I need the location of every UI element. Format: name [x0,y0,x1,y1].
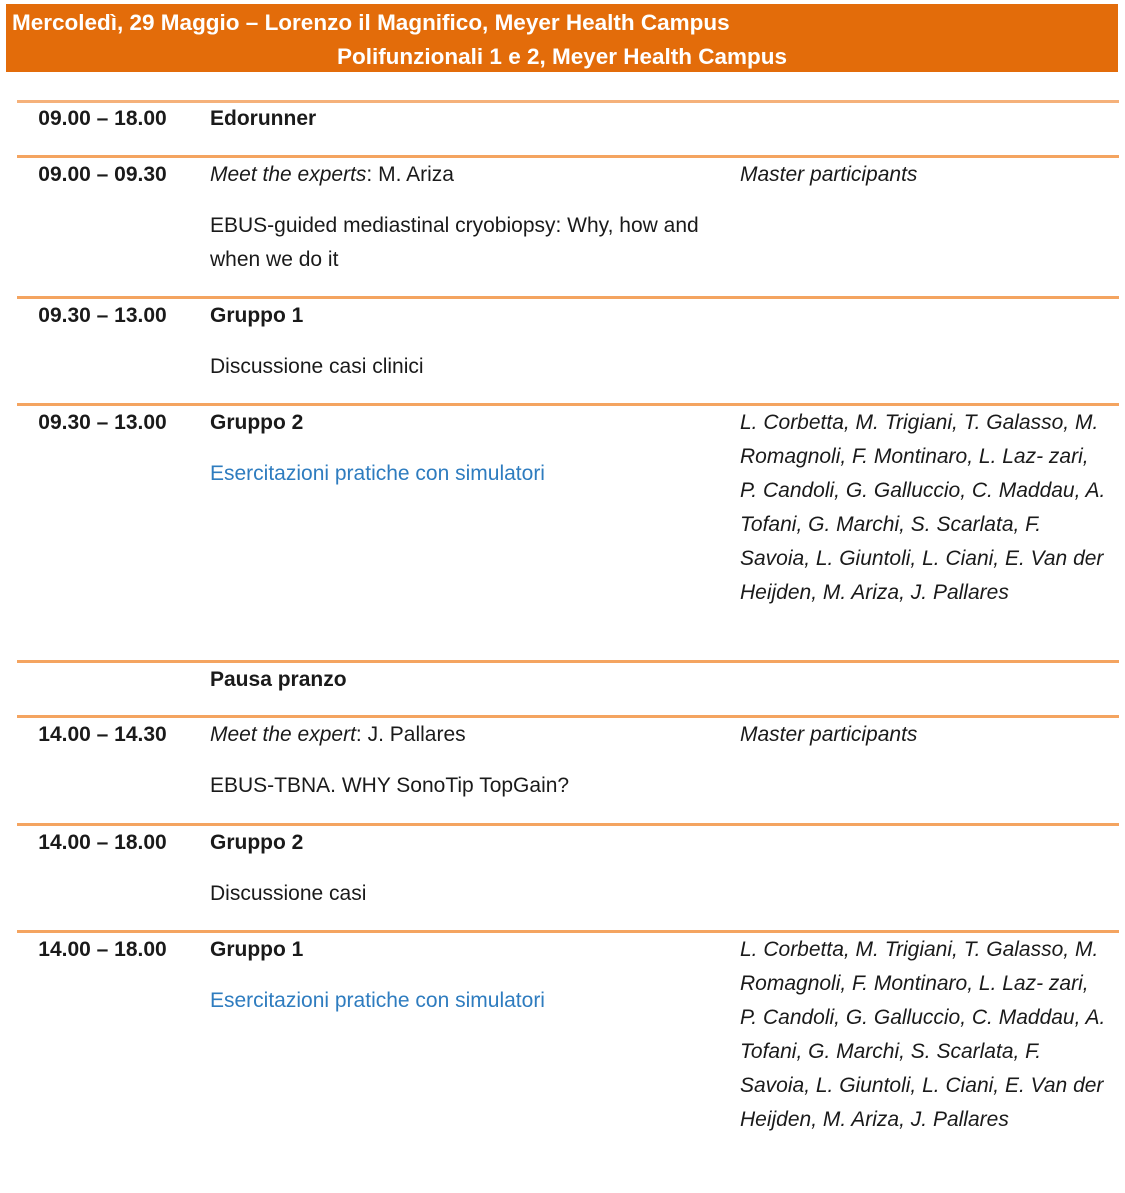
row-time: 09.00 – 18.00 [38,107,167,130]
row-subtitle: Discussione casi [210,882,367,905]
row-subtitle-link[interactable]: Esercitazioni pratiche con simulatori [210,989,545,1012]
row-title: Pausa pranzo [210,668,347,691]
row-description [210,406,730,491]
row-title: Gruppo 1 [210,938,304,961]
row-faculty-list: L. Corbetta, M. Trigiani, T. Galasso, M. Romagnoli, F. Montinaro, L. Laz- zari, P. Candoli, G. Galluccio, C. Maddau, A. Tofani, G. Marchi, S. Scarlata, F. Savoia, L. Giuntoli, L. Ciani, E. Van der Heijden, M. Ariza, J. Pallares [740,411,1106,604]
row-subtitle-link[interactable]: Esercitazioni pratiche con simulatori [210,462,545,485]
row-description [210,933,730,1018]
row-time: 09.00 – 09.30 [38,163,167,186]
row-faculty-list: L. Corbetta, M. Trigiani, T. Galasso, M. Romagnoli, F. Montinaro, L. Laz- zari, P. Candoli, G. Galluccio, C. Maddau, A. Tofani, G. Marchi, S. Scarlata, F. Savoia, L. Giuntoli, L. Ciani, E. Van der Heijden, M. Ariza, J. Pallares [740,938,1106,1131]
row-time: 14.00 – 14.30 [38,723,167,746]
row-subtitle: Discussione casi clinici [210,355,424,378]
row-description [210,299,730,384]
row-description [210,826,730,911]
row-title: Edorunner [210,107,317,130]
header-line-1: Mercoledì, 29 Maggio – Lorenzo il Magnifico, Meyer Health Campus [12,10,730,35]
row-title: Gruppo 2 [210,831,304,854]
row-lead-italic: Meet the experts [210,163,367,186]
row-description [210,158,730,277]
row-right-note: Master participants [740,723,918,746]
row-time: 09.30 – 13.00 [38,411,167,434]
row-title: Gruppo 1 [210,304,304,327]
row-lead-rest: : M. Ariza [366,163,454,186]
row-lead-italic: Meet the expert [210,723,356,746]
header-line-2: Polifunzionali 1 e 2, Meyer Health Campus [336,44,788,69]
row-title: Gruppo 2 [210,411,304,434]
row-lead [210,158,730,192]
row-subtitle: EBUS-guided mediastinal cryobiopsy: Why, how and when we do it [210,214,699,271]
row-time: 14.00 – 18.00 [38,938,167,961]
row-lead-rest: : J. Pallares [355,723,466,746]
row-lead [210,718,730,752]
row-description [210,718,730,803]
row-time: 14.00 – 18.00 [38,831,167,854]
header-banner [6,4,1118,72]
row-subtitle: EBUS-TBNA. WHY SonoTip TopGain? [210,774,570,797]
row-time: 09.30 – 13.00 [38,304,167,327]
row-right-note: Master participants [740,163,918,186]
